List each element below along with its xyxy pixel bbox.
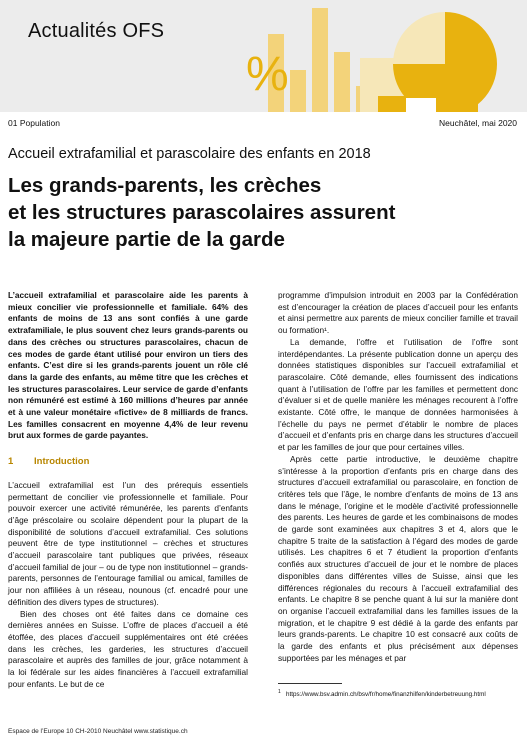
deco-bar-3 [312,8,328,112]
left-column [8,290,248,691]
page-footer: Espace de l’Europe 10 CH-2010 Neuchâtel www.statistique.ch [8,728,188,735]
body-paragraph: Bien des choses ont été faites dans ce domaine ces dernières années en Suisse. L’offre de places d’accueil a été étoffée, des places d’accueil supplémentaires ont été créées dans les crèches, les garderies, les structures d’accueil parascolaire et auprès des familles de jour, grâce notamment à la loi fédérale sur les aides financières à l’accueil extrafamilial pour enfants. Le but de ce [8,608,248,689]
title-line: et les structures parascolaires assurent [8,201,396,224]
footnote [278,688,518,699]
title-line: Les grands-parents, les crèches [8,174,322,197]
page-title [8,172,518,253]
body-paragraph: Après cette partie introductive, le deuxième chapitre s’intéresse à la proportion d’enfants pris en charge dans des structures d’accueil extrafamilial ou parascolaire, en fonction de critères tels que l’âge, le nombre d’enfants de moins de 13 ans dans le ménage, l’origine et le modèle d’activité professionnelle des parents. Les heures de garde et les combinaisons de modes de garde sont examinées aux chapitres 3 et 4, alors que le chapitre 5 traite de la satisfaction à l’égard des modes de garde utilisés. Les chapitres 6 et 7 étudient la proportion d’enfants confiés aux structures d’accueil de jour et le nombre de places disponibles dans différentes villes de Suisse, ainsi que les différences régionales du recours à l’accueil extrafamilial des enfants. Le chapitre 8 se penche quant à lui sur la manière dont on organise l’accueil extrafamilial dans les familles issues de la migration, et le chapitre 9 est dédié à la garde des enfants par leurs grands-parents. Le chapitre 10 est consacré aux coûts de la garde des enfants et plus précisément aux dépenses supportées par les ménages et par [278,453,518,663]
section-title: Introduction [34,456,90,468]
deco-bar-2 [290,70,306,112]
title-line: la majeure partie de la garde [8,228,285,251]
section-heading [8,456,248,468]
deco-square [406,98,436,112]
body-paragraph: L’accueil extrafamilial est l’un des prérequis essentiels permettant de concilier vie professionnelle et familiale. Pour pouvoir exercer une activité rémunérée, les parents d’enfants d’âge préscolaire ou scolaire dépendent pour la plupart de la disponibilité de solutions d’accueil extrafamilial. Ces solutions peuvent être de type institutionnel – crèches et structures d’accueil parascolaire tant publiques que privées, réseaux d’accueil familial de jour – ou de type non institutionnel – grands-parents, personnes de l’entourage familial ou amical, familles de jour non affiliées à un réseau, nounous (cf. encadré pour une définition des divers types de structures). [8,479,248,607]
percent-symbol: % [246,48,289,101]
brand-title: Actualités OFS [28,20,165,42]
section-label: 01 Population [8,118,60,128]
section-number: 1 [8,456,14,468]
right-column [278,290,518,699]
footnote-rule [278,683,342,684]
footnote-mark: 1 [278,688,281,695]
body-paragraph: La demande, l’offre et l’utilisation de l’offre sont interdépendantes. La présente publication donne un aperçu des données statistiques disponibles sur l’accueil extrafamilial et parascolaire. Côté demande, elles fournissent des indications quant à l’utilisation de l’offre par les familles et permettent donc d’évaluer si et de quelle manière les ménages recourent à l’offre existante. Côté offre, le manque de données harmonisées à l’échelle du pays ne permet d’établir le nombre de places d’accueil et d’enfants pris en charge dans les structures d’accueil et par les familles de jour que pour certaines villes. [278,336,518,453]
pie-slice-small [393,12,445,64]
decorative-graphic [240,0,527,112]
deco-bar-4 [334,52,350,112]
page-subtitle: Accueil extrafamilial et parascolaire des enfants en 2018 [8,146,371,162]
place-date: Neuchâtel, mai 2020 [439,118,517,128]
lead-paragraph: L’accueil extrafamilial et parascolaire aide les parents à mieux concilier vie professionnelle et familiale. 64% des enfants de moins de 13 ans sont confiés à une garde extrafamiliale, le plus souvent chez leurs grands-parents ou dans des crèches ou structures parascolaires, chacun de ces modes de garde étant utilisé pour environ un tiers des enfants. C’est dire si les grands-parents jouent un rôle clé dans la garde des enfants, au même titre que les crèches et les structures parascolaires. Leur service de garde d’enfants non rémunéré est estimé à 160 millions d’heures par année et à une valeur monétaire «fictive» de 8 milliards de francs. Les familles consacrent en moyenne 4,4% de leur revenu brut aux formes de garde payantes. [8,290,248,441]
body-paragraph: programme d’impulsion introduit en 2003 par la Confédération est d’encourager la création de places d’accueil pour les enfants et ainsi permettre aux parents de mieux concilier famille et travail ou formation¹. [278,290,518,336]
footnote-link[interactable]: https://www.bsv.admin.ch/bsv/fr/home/finanzhilfen/kinderbetreuung.html [286,690,486,698]
header-band [0,0,527,112]
